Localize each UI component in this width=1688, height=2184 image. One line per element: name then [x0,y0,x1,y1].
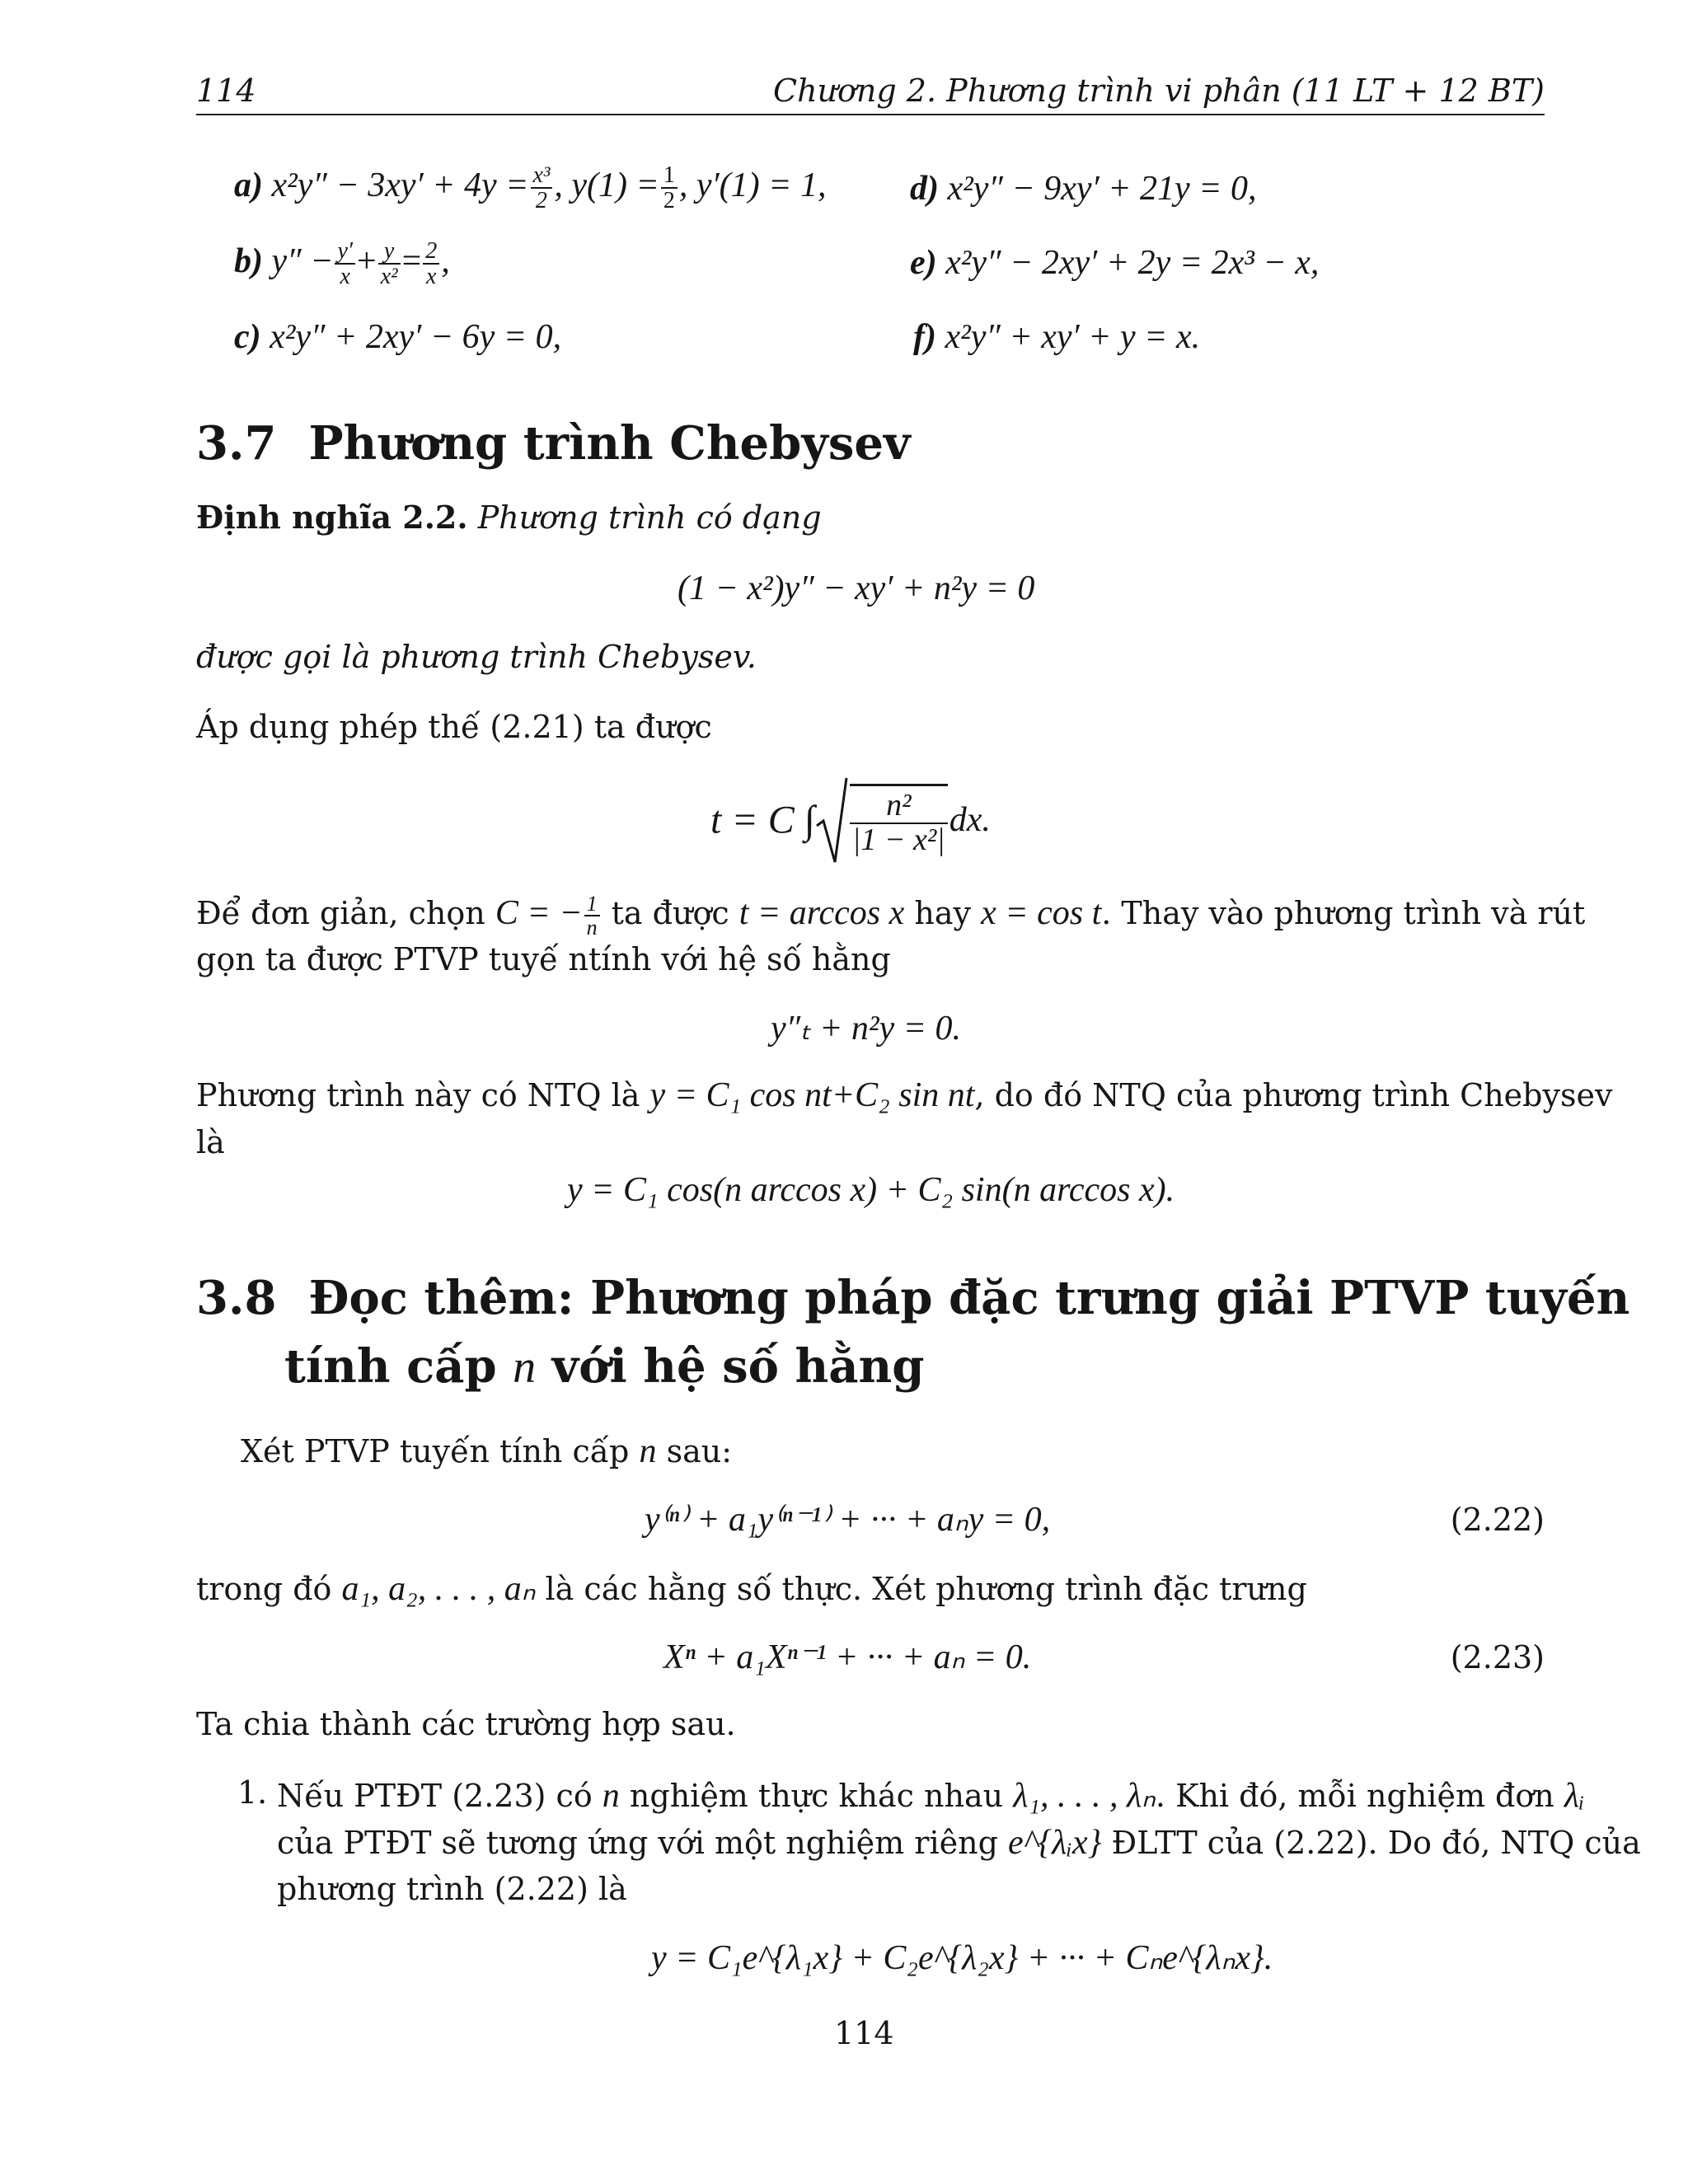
definition-equation: (1 − x²)y″ − xy′ + n²y = 0 [678,569,1035,607]
simplify-line-2: gọn ta được PTVP tuyế ntính với hệ số hằng [196,941,891,977]
math-run: e^{λᵢx} [1007,1824,1102,1862]
math-run: C = − [495,893,583,932]
operator: = [401,242,422,281]
header-page-number: 114 [196,73,256,109]
text-run: tính cấp [284,1339,497,1394]
text-run: ta được [611,894,729,931]
exercise-label: e) [910,244,937,282]
ntq-equation: y = C₁ cos(n arccos x) + C₂ sin(n arccos x). [567,1171,1175,1209]
math-run: n [513,1342,537,1393]
fraction: $\frac{y}{\text{x²}}$ [378,239,401,289]
exercise-a [234,163,826,213]
exercise-equation: x²y″ − 9xy′ + 21y = 0, [947,170,1257,208]
equation-number-2-23: (2.23) [1450,1639,1545,1675]
math-run: λᵢ [1564,1777,1585,1815]
equation-number-2-22: (2.22) [1450,1502,1545,1538]
text-run: Xét PTVP tuyến tính cấp [241,1433,630,1469]
exercise-d [910,169,1257,209]
integral-equation [710,775,991,865]
exercise-equation: , y(1) = [554,166,659,205]
math-run: t = arccos x [738,893,905,932]
exercise-e [910,243,1319,283]
text-run: . Khi đó, mỗi nghiệm đơn [1155,1778,1554,1814]
text-run: trong đó [196,1571,332,1607]
math-run: x = cos t [981,893,1102,932]
exercise-f [913,317,1200,357]
definition-text: Phương trình có dạng [477,499,822,536]
header-rule [196,114,1545,115]
exercise-label: b) [234,242,263,281]
text-run: Phương trình này có NTQ là [196,1077,640,1113]
fraction: $\frac{1}{2}$ [661,163,678,213]
equation-2-23: Xⁿ + a₁Xⁿ⁻¹ + ··· + aₙ = 0. [663,1638,1032,1676]
section-title-line-2 [284,1339,924,1394]
text-run: Nếu PTĐT (2.23) có [277,1778,593,1814]
text-run: với hệ số hằng [551,1339,925,1394]
intro-line [241,1432,732,1471]
header-chapter-title: Chương 2. Phương trình vi phân (11 LT + 12 BT) [773,73,1545,109]
exercise-equation: x²y″ − 2xy′ + 2y = 2x³ − x, [945,244,1320,282]
integral-suffix: dx. [949,801,991,839]
where-line [196,1568,1307,1609]
radical-sign-icon [815,775,848,865]
exercise-label: c) [234,318,261,356]
simplify-line-1 [196,893,1585,940]
text-run: hay [914,894,971,931]
footer-page-number: 114 [834,2015,894,2051]
math-run: λ₁, . . . , λₙ [1013,1777,1156,1815]
fraction: $\frac{\text{x³}}{2}$ [531,163,553,213]
list-item-number: 1. [237,1774,268,1811]
section-heading-3-7 [196,416,911,471]
text-run: sau: [666,1433,733,1469]
section-number: 3.7 [196,416,277,471]
section-title-line-1: Đọc thêm: Phương pháp đặc trưng giải PTVP tuyến [308,1271,1630,1325]
fraction: $\frac{y'}{x}$ [335,239,355,289]
definition-line [196,499,822,536]
list-item-line-3: phương trình (2.22) là [277,1871,627,1907]
exercise-equation: , y′(1) = 1, [678,166,827,205]
text-run: ĐLTT của (2.22). Do đó, NTQ của [1111,1825,1641,1861]
yt-equation: y″ₜ + n²y = 0. [771,1010,961,1047]
square-root [815,775,950,865]
text-run: . Thay vào phương trình và rút [1101,894,1586,931]
text-run: của PTĐT sẽ tương ứng với một nghiệm riêng [277,1825,998,1861]
section-heading-3-8 [196,1271,1629,1325]
exercise-label: a) [234,166,263,205]
operator: , [441,242,450,281]
definition-after: được gọi là phương trình Chebysev. [196,639,757,675]
ntq-line-2: là [196,1124,225,1160]
text-run: nghiệm thực khác nhau [629,1778,1004,1814]
solution-equation: y = C₁e^{λ₁x} + C₂e^{λ₂x} + ··· + Cₙe^{λₙx}. [651,1939,1273,1977]
section-title: Phương trình Chebysev [308,416,911,471]
exercise-equation: y″ − [271,242,334,281]
exercise-label: d) [910,170,939,208]
list-item-line-2 [277,1823,1641,1863]
exercise-label: f) [913,318,936,356]
text-run: Để đơn giản, chọn [196,894,485,931]
math-run: a₁, a₂, . . . , aₙ [341,1570,536,1608]
math-run: n [602,1777,620,1815]
math-run: y = C₁ cos nt+C₂ sin nt [649,1076,975,1114]
exercise-b [234,239,450,289]
text-run: là các hằng số thực. Xét phương trình đặc trưng [545,1571,1307,1607]
ntq-line-1 [196,1076,1612,1115]
list-item-line-1 [277,1774,1585,1816]
definition-label: Định nghĩa 2.2. [196,499,468,536]
exercise-equation: x²y″ + xy′ + y = x. [945,318,1201,356]
fraction: $\frac{\text{n²}}{\text{|1 − x²|}}$ [850,784,948,857]
fraction: $\frac{2}{x}$ [423,239,439,289]
section-number: 3.8 [196,1271,277,1325]
integral-prefix: t = C ∫ [710,798,815,842]
math-run: n [639,1432,657,1470]
apply-text: Áp dụng phép thế (2.21) ta được [196,709,712,745]
exercise-equation: x²y″ − 3xy′ + 4y = [271,166,529,205]
operator: + [357,242,377,281]
cases-text: Ta chia thành các trường hợp sau. [196,1706,736,1742]
exercise-equation: x²y″ + 2xy′ − 6y = 0, [270,318,562,356]
exercise-c [234,317,561,357]
fraction: $\frac{1}{n}$ [584,893,600,940]
equation-2-22: y⁽ⁿ⁾ + a₁y⁽ⁿ⁻¹⁾ + ··· + aₙy = 0, [645,1501,1051,1539]
text-run: , do đó NTQ của phương trình Chebysev [974,1077,1613,1113]
